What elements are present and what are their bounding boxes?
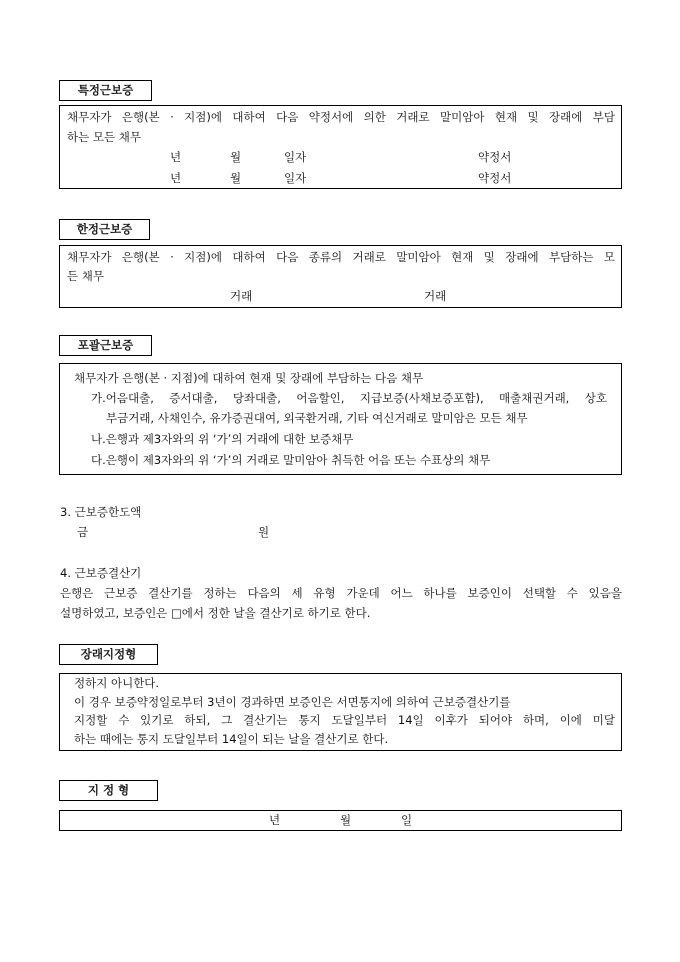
future-designation-tag: 장래지정형	[59, 644, 158, 665]
amount-label: 금	[77, 525, 89, 539]
future-line-3: 지정할 수 있기로 하되, 그 결산기는 통지 도달일부터 14일 이후가 되어야 하며, 이에 미달	[74, 713, 615, 727]
comprehensive-guarantee-box	[59, 363, 622, 475]
limited-trade-1: 거래	[230, 289, 253, 303]
comprehensive-line-1: 채무자가 은행(본 · 지점)에 대하여 현재 및 장래에 부담하는 다음 채무	[74, 371, 424, 385]
section-4-para-2: 설명하였고, 보증인은 □에서 정한 날을 결산기로 하기로 한다.	[60, 606, 371, 620]
fixed-year: 년	[269, 813, 281, 827]
specific-line-1: 채무자가 은행(본 · 지점)에 대하여 다음 약정서에 의한 거래로 말미암아 현재 및 장래에 부담	[67, 110, 615, 124]
specific-guarantee-tag: 특정근보증	[59, 80, 152, 101]
section-3-title: 3. 근보증한도액	[60, 505, 142, 519]
fixed-designation-box	[59, 810, 622, 831]
future-line-1: 정하지 아니한다.	[74, 676, 160, 690]
fixed-month: 월	[340, 813, 352, 827]
limited-line-2: 든 채무	[67, 269, 104, 283]
comprehensive-item-na: 나.은행과 제3자와의 위 ‘가’의 거래에 대한 보증채무	[91, 432, 354, 446]
specific-month-1: 월	[230, 150, 242, 164]
fixed-day: 일	[401, 813, 413, 827]
specific-doc-1: 약정서	[478, 150, 512, 164]
limited-guarantee-tag: 한정근보증	[59, 219, 150, 240]
section-4-para-1: 은행은 근보증 결산기를 정하는 다음의 세 유형 가운데 어느 하나를 보증인이 선택할 수 있음을	[60, 586, 622, 600]
fixed-designation-tag: 지 정 형	[59, 780, 158, 801]
comprehensive-item-ga-2: 부금거래, 사채인수, 유가증권대여, 외국환거래, 기타 여신거래로 말미암은 모든 채무	[106, 411, 528, 425]
future-line-2: 이 경우 보증약정일로부터 3년이 경과하면 보증인은 서면통지에 의하여 근보증결산기를	[74, 695, 511, 709]
comprehensive-item-ga-1: 가.어음대출, 증서대출, 당좌대출, 어음할인, 지급보증(사채보증포함), 매출채권거래, 상호	[91, 391, 607, 405]
limited-guarantee-box	[59, 245, 622, 308]
limited-trade-2: 거래	[424, 289, 447, 303]
specific-line-2: 하는 모든 채무	[67, 130, 141, 144]
specific-doc-2: 약정서	[478, 171, 512, 185]
specific-guarantee-box	[59, 105, 622, 189]
comprehensive-item-da: 다.은행이 제3자와의 위 ‘가’의 거래로 말미암아 취득한 어음 또는 수표상의 채무	[91, 453, 491, 467]
specific-month-2: 월	[230, 171, 242, 185]
section-4-title: 4. 근보증결산기	[60, 566, 142, 580]
comprehensive-guarantee-tag: 포괄근보증	[59, 335, 152, 356]
specific-year-2: 년	[170, 171, 182, 185]
future-line-4: 하는 때에는 통지 도달일부터 14일이 되는 날을 결산기로 한다.	[74, 732, 389, 746]
limited-line-1: 채무자가 은행(본 · 지점)에 대하여 다음 종류의 거래로 말미암아 현재 및 장래에 부담하는 모	[67, 250, 615, 264]
future-designation-box	[59, 673, 622, 751]
specific-year-1: 년	[170, 150, 182, 164]
specific-day-2: 일자	[284, 171, 307, 185]
specific-day-1: 일자	[284, 150, 307, 164]
amount-won: 원	[258, 525, 270, 539]
